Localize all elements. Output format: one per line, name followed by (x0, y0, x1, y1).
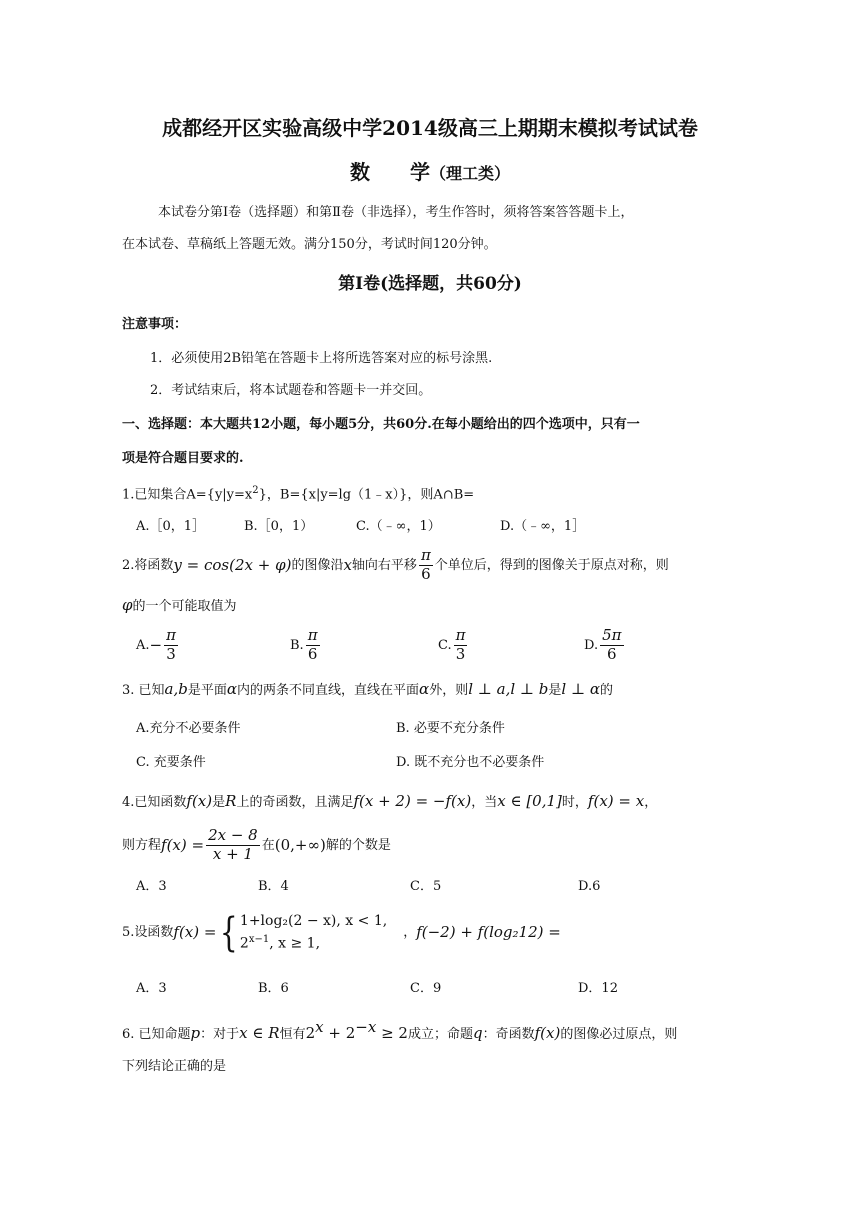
q2-line-2-text: 的一个可能取值为 (132, 599, 237, 614)
q6-stem-c: 恒有 (279, 1027, 306, 1042)
q6-stem-a: 6. 已知命题 (122, 1027, 191, 1042)
q2-b-den: 6 (307, 644, 318, 663)
notice-item-1: 1．必须使用2B铅笔在答题卡上将所选答案对应的标号涂黑. (150, 351, 493, 366)
q6-ineq-b: + 2 (323, 1024, 356, 1042)
q4-line2-a: 则方程 (122, 837, 162, 853)
q4-stem-b: 是 (212, 795, 226, 810)
q3-stem-f: 的 (600, 683, 614, 698)
section1-line-2: 项是符合题目要求的. (122, 451, 244, 466)
q2-line-2 (122, 598, 237, 613)
q4-option-a: A．3 (136, 879, 167, 894)
q3-stem-c: 内的两条不同直线，直线在平面 (237, 683, 420, 698)
q3-alpha-2: α (419, 680, 430, 698)
q2-option-c (438, 628, 469, 663)
q1-stem-b: }，B={x|y=lg（1﹣x）}，则A∩B= (258, 487, 475, 503)
q1-stem-a: 1.已知集合A={y|y=x (122, 487, 253, 503)
q4-line2-f: f(x) = (161, 835, 205, 854)
q2-c-label: C. (438, 637, 452, 653)
q6-stem-b: ：对于 (200, 1027, 240, 1042)
q1-stem (122, 486, 474, 501)
q2-stem (122, 548, 669, 583)
subject-note: （理工类） (429, 164, 510, 183)
q4-stem-a: 4.已知函数 (122, 795, 187, 810)
q4-R: R (225, 792, 237, 810)
q4-stem-f: ， (644, 795, 658, 810)
q5-stem-b: ， (403, 925, 417, 941)
q5-case2-base: 2 (239, 936, 249, 953)
q3-conclusion: l ⊥ α (561, 680, 600, 698)
q5-case2-rest: , x ≥ 1, (269, 936, 321, 953)
q2-b-num: π (307, 626, 318, 644)
q1-option-b: B.［0，1） (244, 519, 314, 534)
q2-c-num: π (455, 626, 466, 644)
q2-stem-d: 个单位后，得到的图像关于原点对称，则 (434, 557, 669, 573)
q4-line-2 (122, 828, 391, 863)
exam-title: 成都经开区实验高级中学2014级高三上期期末模拟考试试卷 (162, 116, 698, 140)
q2-shift-num: π (420, 546, 431, 564)
q4-frac-den: x + 1 (212, 844, 253, 863)
part1-title: 第Ⅰ卷(选择题，共60分) (338, 274, 522, 294)
q4-line2-c: 解的个数是 (325, 837, 391, 853)
q5-option-b: B．6 (258, 981, 289, 996)
subject-heading (0, 162, 860, 182)
q2-b-label: B. (290, 637, 304, 653)
q4-line2-b: 在 (261, 837, 275, 853)
q6-q: q (472, 1024, 483, 1042)
q2-stem-a: 2.将函数 (122, 557, 174, 573)
q2-a-sign: − (149, 635, 163, 654)
q4-f1: f(x) (186, 792, 213, 810)
subject-name: 数 学 (349, 160, 430, 184)
q6-stem-d: 成立；命题 (407, 1027, 473, 1042)
q2-d-label: D. (584, 637, 599, 653)
q2-b-fraction (306, 628, 320, 663)
q1-option-d: D.（﹣∞，1］ (500, 519, 586, 534)
q6-ineq-sup2: −x (355, 1018, 377, 1036)
q4-option-c: C．5 (410, 879, 442, 894)
q3-option-c: C. 充要条件 (136, 755, 206, 770)
q5-stem-a: 5.设函数 (122, 925, 174, 941)
q6-condition: x ∈ R (239, 1024, 280, 1042)
q6-stem-f: 的图像必过原点，则 (560, 1027, 678, 1042)
q2-a-fraction (164, 628, 178, 663)
q5-case-1: 1+log₂(2 − x), x < 1, (239, 913, 388, 929)
q6-ineq-sup1: x (315, 1018, 324, 1036)
q4-interval: (0,+∞) (274, 835, 326, 854)
q4-option-b: B．4 (258, 879, 289, 894)
q5-piecewise (216, 910, 387, 955)
q4-frac-num: 2x − 8 (208, 826, 258, 844)
q2-function: y = cos(2x + φ) (173, 555, 292, 574)
q2-stem-c: 轴向右平移 (351, 557, 417, 573)
q4-fraction (206, 828, 260, 863)
q6-ineq-c: ≥ 2 (376, 1024, 408, 1042)
q2-option-d (584, 628, 626, 663)
q4-stem (122, 794, 657, 809)
q2-option-b (290, 628, 322, 663)
q2-phi: φ (122, 596, 133, 614)
q5-expression: f(−2) + f(log₂12) = (416, 923, 561, 942)
q3-option-a: A.充分不必要条件 (136, 721, 241, 736)
q1-option-a: A.［0，1］ (136, 519, 206, 534)
q2-shift-den: 6 (421, 564, 431, 583)
q4-option-d: D.6 (578, 879, 601, 894)
q3-stem-d: 外，则 (429, 683, 469, 698)
q3-alpha-1: α (226, 680, 238, 698)
q4-stem-d: ，当 (471, 795, 498, 810)
q2-c-den: 3 (455, 644, 466, 663)
q4-stem-e: 时， (561, 795, 588, 810)
q2-stem-b: 的图像沿 (291, 557, 344, 573)
notice-heading: 注意事项： (122, 317, 188, 332)
q4-eq2: f(x) = x (587, 792, 645, 810)
q4-eq1: f(x + 2) = −f(x) (353, 792, 472, 810)
q4-stem-c: 上的奇函数，且满足 (236, 795, 354, 810)
q6-p: p (190, 1024, 201, 1042)
q6-line-2: 下列结论正确的是 (122, 1059, 227, 1074)
q3-vars: a,b (164, 680, 188, 698)
q3-option-d: D. 既不充分也不必要条件 (396, 755, 545, 770)
q6-stem (122, 1020, 677, 1041)
q1-option-c: C.（﹣∞，1） (356, 519, 441, 534)
q2-shift-fraction (419, 548, 433, 583)
q3-stem-b: 是平面 (187, 683, 227, 698)
q6-f: f(x) (534, 1024, 561, 1042)
q2-option-a (136, 628, 180, 663)
q3-stem (122, 682, 613, 697)
q3-stem-e: 是 (548, 683, 562, 698)
q1-stem-sup: 2 (252, 485, 259, 496)
q6-stem-e: ：奇函数 (482, 1027, 535, 1042)
q5-option-c: C．9 (410, 981, 442, 996)
q5-brace-icon: { (220, 909, 239, 956)
q3-option-b: B. 必要不充分条件 (396, 721, 505, 736)
q5-case-2 (240, 932, 387, 955)
q2-a-num: π (166, 626, 176, 644)
q6-ineq-a: 2 (305, 1024, 316, 1042)
q2-d-num: 5π (602, 626, 622, 644)
q5-stem (122, 910, 561, 955)
q3-condition: l ⊥ a,l ⊥ b (468, 680, 549, 698)
q5-option-d: D．12 (578, 981, 618, 996)
notice-item-2: 2．考试结束后，将本试题卷和答题卡一并交回。 (150, 383, 432, 398)
section1-line-1: 一、选择题：本大题共12小题，每小题5分，共60分.在每小题给出的四个选项中，只有一 (122, 417, 640, 432)
q2-axis: x (343, 555, 352, 574)
q2-d-fraction (600, 628, 623, 663)
q5-f: f(x) = (173, 923, 217, 942)
q5-option-a: A．3 (136, 981, 167, 996)
q2-a-den: 3 (166, 644, 176, 663)
q5-case2-exp: x−1 (248, 934, 270, 946)
q2-a-label: A. (136, 637, 150, 653)
intro-line-2: 在本试卷、草稿纸上答题无效。满分150分，考试时间120分钟。 (122, 237, 497, 252)
q2-d-den: 6 (607, 644, 617, 663)
q6-inequality (305, 1018, 408, 1042)
q5-cases (240, 910, 387, 955)
q2-c-fraction (454, 628, 468, 663)
q3-stem-a: 3. 已知 (122, 683, 165, 698)
intro-line-1: 本试卷分第Ⅰ卷（选择题）和第Ⅱ卷（非选择），考生作答时，须将答案答答题卡上， (158, 205, 634, 220)
q4-domain: x ∈ [0,1] (497, 792, 562, 810)
